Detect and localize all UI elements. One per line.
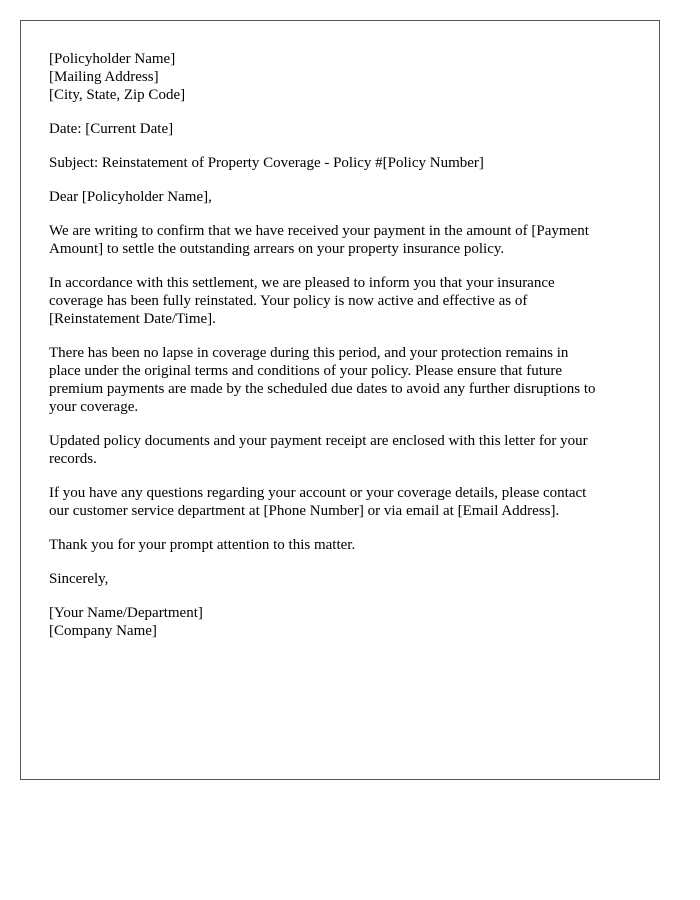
signature-company-name: [Company Name]	[49, 623, 157, 639]
recipient-address-block	[49, 50, 639, 104]
signature-block	[49, 604, 639, 640]
paragraph-payment-confirmation	[49, 222, 639, 258]
paragraph-line: There has been no lapse in coverage during this period, and your protection remains in	[49, 345, 569, 361]
subject-text: Subject: Reinstatement of Property Coverage - Policy #[Policy Number]	[49, 155, 484, 171]
paragraph-line: our customer service department at [Phone Number] or via email at [Email Address].	[49, 503, 560, 519]
paragraph-no-lapse	[49, 344, 639, 416]
recipient-mailing-address: [Mailing Address]	[49, 69, 159, 85]
paragraph-line: Amount] to settle the outstanding arrears on your property insurance policy.	[49, 241, 505, 257]
paragraph-line: Updated policy documents and your payment receipt are enclosed with this letter for your	[49, 433, 588, 449]
paragraph-line: In accordance with this settlement, we are pleased to inform you that your insurance	[49, 275, 555, 291]
letter-closing	[49, 570, 639, 588]
recipient-city-state-zip: [City, State, Zip Code]	[49, 87, 186, 103]
recipient-name: [Policyholder Name]	[49, 51, 176, 67]
paragraph-line: We are writing to confirm that we have received your payment in the amount of [Payment	[49, 223, 589, 239]
paragraph-reinstatement	[49, 274, 639, 328]
paragraph-enclosures	[49, 432, 639, 468]
letter-date	[49, 120, 639, 138]
paragraph-line: Thank you for your prompt attention to this matter.	[49, 537, 356, 553]
date-text: Date: [Current Date]	[49, 121, 174, 137]
letter-subject	[49, 154, 639, 172]
paragraph-line: [Reinstatement Date/Time].	[49, 311, 216, 327]
closing-text: Sincerely,	[49, 571, 109, 587]
paragraph-line: premium payments are made by the scheduled due dates to avoid any further disruptions to	[49, 381, 596, 397]
paragraph-line: records.	[49, 451, 97, 467]
salutation-text: Dear [Policyholder Name],	[49, 189, 212, 205]
paragraph-line: place under the original terms and conditions of your policy. Please ensure that future	[49, 363, 563, 379]
letter-body	[49, 50, 639, 640]
letter-page	[20, 20, 660, 780]
paragraph-contact	[49, 484, 639, 520]
paragraph-line: If you have any questions regarding your account or your coverage details, please contact	[49, 485, 587, 501]
letter-salutation	[49, 188, 639, 206]
paragraph-line: your coverage.	[49, 399, 139, 415]
paragraph-line: coverage has been fully reinstated. Your policy is now active and effective as of	[49, 293, 528, 309]
signature-name-department: [Your Name/Department]	[49, 605, 203, 621]
paragraph-thanks	[49, 536, 639, 554]
